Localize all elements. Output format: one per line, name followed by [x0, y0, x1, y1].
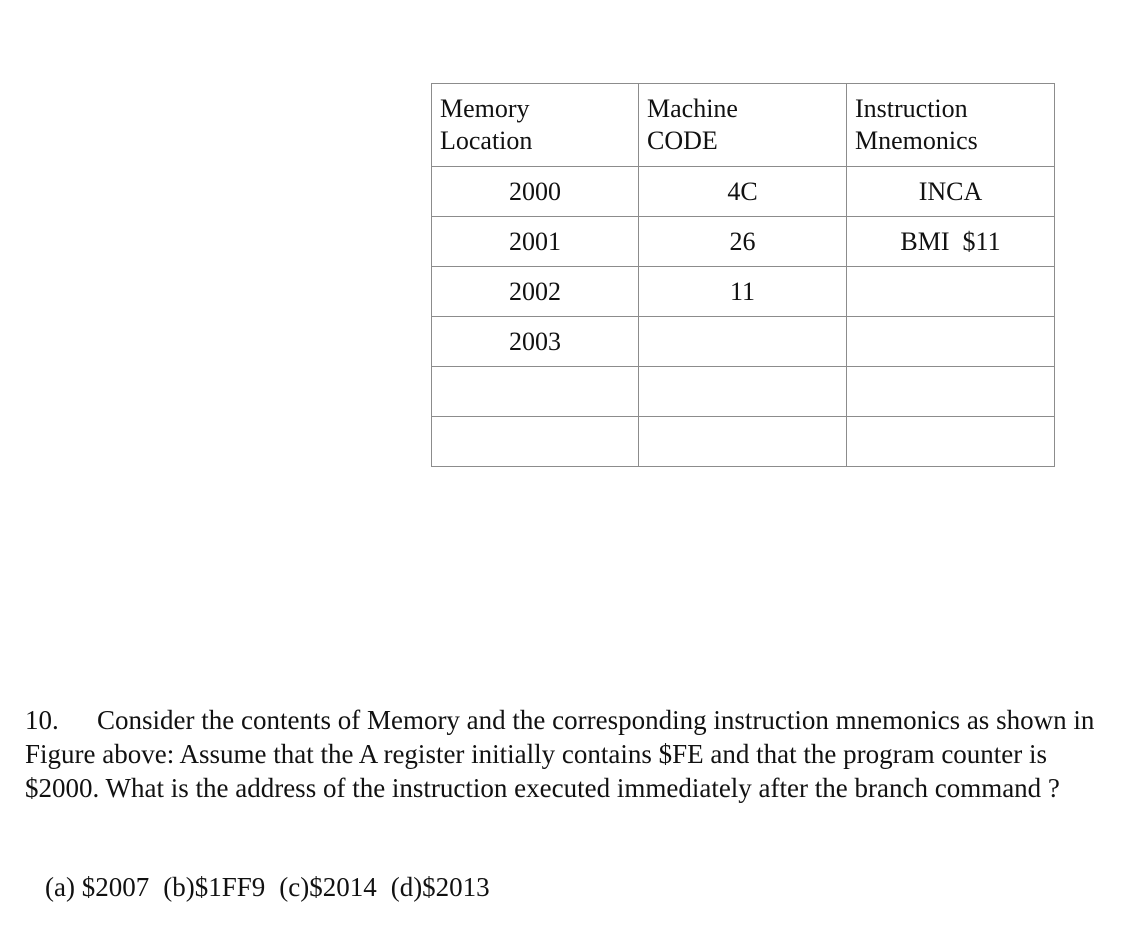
- cell-location: 2000: [432, 167, 639, 217]
- cell-location: 2002: [432, 267, 639, 317]
- answer-options: [45, 870, 504, 904]
- table-row: [432, 217, 1055, 267]
- table-header-row: [432, 84, 1055, 167]
- table-row: [432, 417, 1055, 467]
- memory-table: [431, 83, 1055, 467]
- cell-location: [432, 367, 639, 417]
- header-instruction-mnemonics: Instruction Mnemonics: [847, 84, 1055, 167]
- header-memory-location: Memory Location: [432, 84, 639, 167]
- cell-mnemonic: BMI $11: [847, 217, 1055, 267]
- cell-location: 2003: [432, 317, 639, 367]
- table-row: [432, 167, 1055, 217]
- option-d: (d)$2013: [390, 872, 490, 902]
- cell-mnemonic: INCA: [847, 167, 1055, 217]
- table-row: [432, 267, 1055, 317]
- cell-code: 11: [639, 267, 847, 317]
- cell-mnemonic: [847, 267, 1055, 317]
- cell-code: [639, 417, 847, 467]
- cell-mnemonic: [847, 417, 1055, 467]
- cell-code: 4C: [639, 167, 847, 217]
- cell-mnemonic: [847, 367, 1055, 417]
- question-paragraph: [25, 703, 1125, 805]
- table-row: [432, 367, 1055, 417]
- cell-code: [639, 317, 847, 367]
- cell-location: [432, 417, 639, 467]
- cell-mnemonic: [847, 317, 1055, 367]
- question-text: Consider the contents of Memory and the corresponding instruction mnemonics as shown in Figure above: Assume that the A register initially contains $FE and that the program counter is $2000. What is the address of the instruction executed immediately after the branch command ?: [25, 705, 1095, 803]
- option-a: (a) $2007: [45, 872, 150, 902]
- option-b: (b)$1FF9: [163, 872, 266, 902]
- cell-code: [639, 367, 847, 417]
- table-row: [432, 317, 1055, 367]
- question-number: 10.: [25, 705, 59, 735]
- cell-code: 26: [639, 217, 847, 267]
- header-machine-code: Machine CODE: [639, 84, 847, 167]
- cell-location: 2001: [432, 217, 639, 267]
- option-c: (c)$2014: [279, 872, 377, 902]
